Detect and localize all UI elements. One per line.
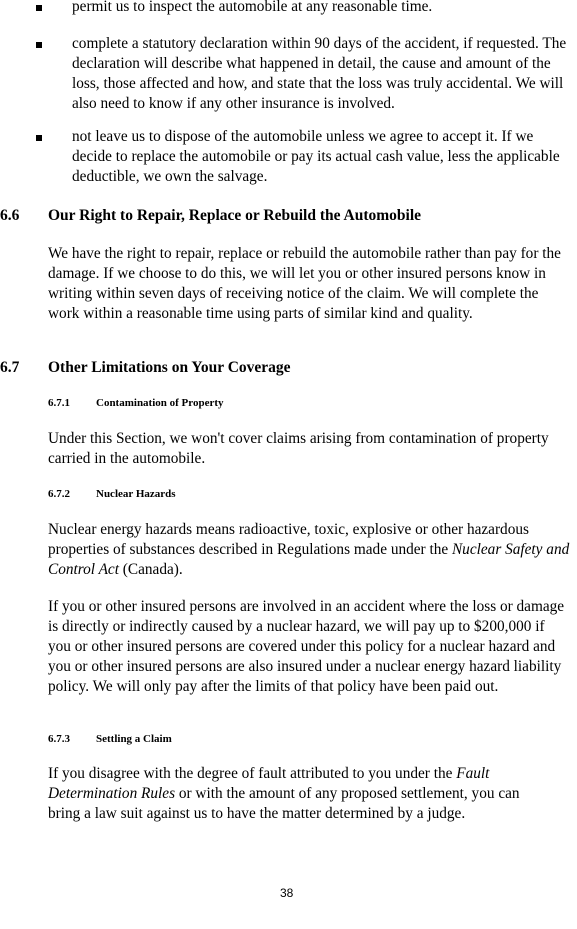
subsection-heading-6-7-2: Nuclear Hazards [96,488,176,500]
rules-title: Fault Determination Rules [48,765,490,802]
bullet-marker [36,135,42,141]
bullet-item-inspect: permit us to inspect the automobile at any reasonable time. [72,0,433,15]
subsection-paragraph-6-7-3 [48,764,554,824]
definition-text-end: (Canada). [118,561,183,578]
act-title: Nuclear Safety and Control Act [48,541,570,578]
subsection-heading-6-7-3: Settling a Claim [96,733,172,745]
section-number-6-7: 6.7 [0,359,20,376]
subsection-paragraph-6-7-1: Under this Section, we won't cover claims arising from contamination of property carried in the automobile. [48,430,549,467]
bullet-marker [36,42,42,48]
settling-text-end: or with the amount of any proposed settlement, you can bring a law suit against us to have the matter determined by a judge. [48,785,520,822]
subsection-heading-6-7-1: Contamination of Property [96,397,224,409]
bullet-marker [36,5,42,11]
subsection-paragraph-6-7-2-definition [48,520,576,580]
bullet-item-salvage: not leave us to dispose of the automobile unless we agree to accept it. If we decide to replace the automobile or pay its actual cash value, less the applicable deductible, we own the salvage. [72,128,560,185]
section-paragraph-6-6: We have the right to repair, replace or rebuild the automobile rather than pay for the damage. If we choose to do this, we will let you or other insured persons know in writing within seven days of receiving notice of the claim. We will complete the work within a reasonable time using parts of similar kind and quality. [48,245,561,322]
section-number-6-6: 6.6 [0,207,20,224]
subsection-paragraph-6-7-2-coverage: If you or other insured persons are involved in an accident where the loss or damage is directly or indirectly caused by a nuclear hazard, we will pay up to $200,000 if you or other insured persons are covered under this policy for a nuclear hazard and you or other insured persons are also insured under a nuclear energy hazard liability policy. We will only pay after the limits of that policy have been paid out. [48,598,565,695]
page-number: 38 [280,886,294,900]
subsection-number-6-7-1: 6.7.1 [48,397,70,409]
bullet-item-declaration: complete a statutory declaration within 90 days of the accident, if requested. The declaration will describe what happened in detail, the cause and amount of the loss, those affected and how, and state that the loss was truly accidental. We will also need to know if any other insurance is involved. [72,35,567,112]
definition-text-start: Nuclear energy hazards means radioactive, toxic, explosive or other hazardous properties of substances described in Regulations made under the [48,521,529,558]
section-heading-6-6: Our Right to Repair, Replace or Rebuild the Automobile [48,207,422,224]
subsection-number-6-7-3: 6.7.3 [48,733,70,745]
subsection-number-6-7-2: 6.7.2 [48,488,70,500]
settling-text-start: If you disagree with the degree of fault attributed to you under the [48,765,457,782]
section-heading-6-7: Other Limitations on Your Coverage [48,359,291,376]
